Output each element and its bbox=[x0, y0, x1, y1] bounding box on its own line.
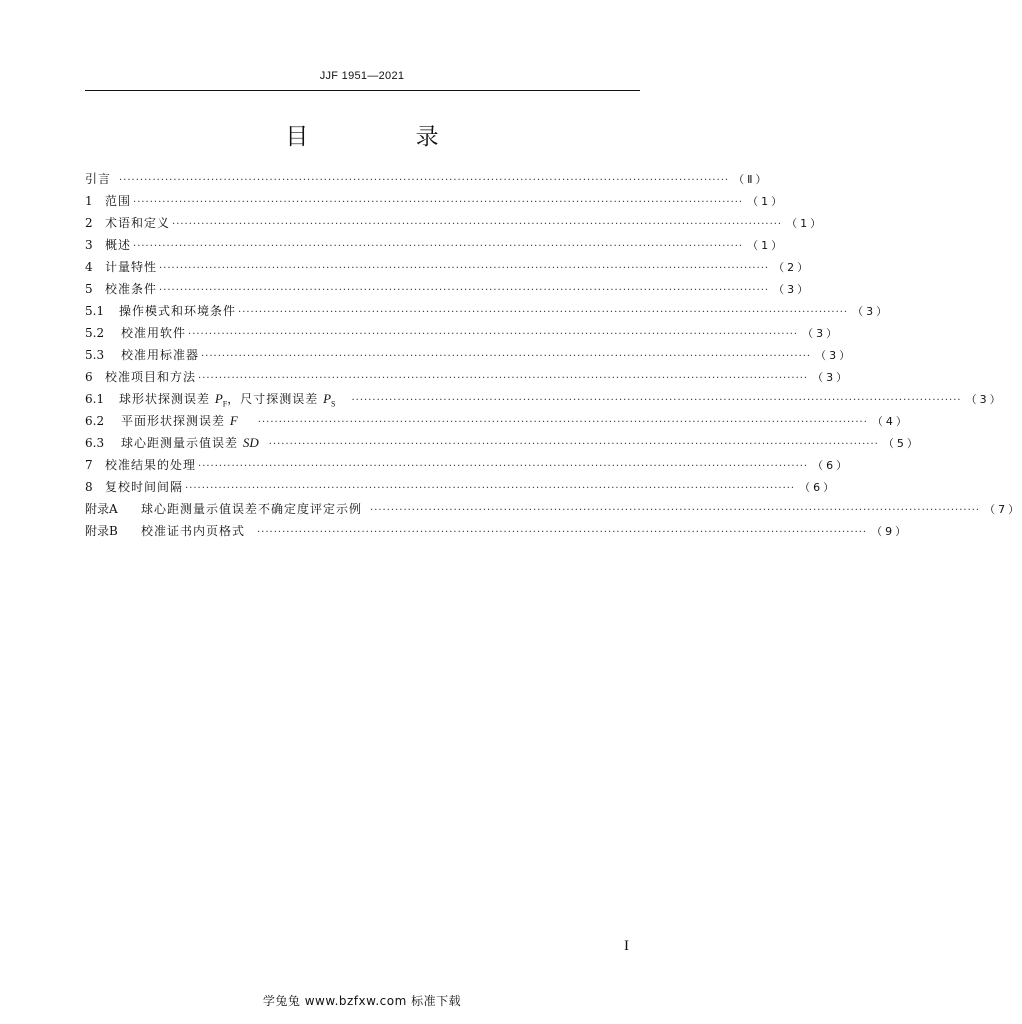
toc-entry-number: 6.1 bbox=[85, 392, 105, 406]
toc-leader-dots: ·················································································································································· bbox=[119, 175, 730, 186]
toc-entry-number: 2 bbox=[85, 216, 93, 230]
toc-leader-dots: ·················································································································································· bbox=[201, 351, 812, 362]
toc-leader-dots: ·················································································································································· bbox=[268, 439, 879, 450]
toc-entry-label: 引言 bbox=[85, 172, 112, 186]
toc-entry-page: （3） bbox=[812, 371, 851, 384]
header-divider bbox=[85, 90, 640, 91]
toc-entry-page: （1） bbox=[747, 239, 786, 252]
toc-entry-number: 附录A bbox=[85, 502, 118, 516]
toc-leader-dots: ·················································································································································· bbox=[185, 483, 796, 494]
toc-leader-dots: ·················································································································································· bbox=[257, 417, 868, 428]
footer-watermark-text: 学兔兔 www.bzfxw.com 标准下载 bbox=[262, 994, 462, 1008]
toc-entry-5[interactable] bbox=[85, 278, 812, 300]
toc-entry-label: 校准用软件 bbox=[121, 326, 187, 340]
symbol-p-f: $P_F$ bbox=[214, 391, 228, 409]
toc-entry-appendix-b[interactable] bbox=[85, 520, 910, 542]
toc-entry-label: 概述 bbox=[105, 238, 132, 252]
toc-entry-page: （9） bbox=[871, 525, 910, 538]
toc-entry-number: 5.3 bbox=[85, 348, 105, 362]
toc-leader-dots: ·················································································································································· bbox=[172, 219, 783, 230]
toc-entry-page: （3） bbox=[773, 283, 812, 296]
toc-entry-label: 术语和定义 bbox=[105, 216, 171, 230]
page-title: 目 录 bbox=[285, 124, 489, 150]
toc-entry-label: 校准项目和方法 bbox=[105, 370, 197, 384]
toc-entry-1[interactable] bbox=[85, 190, 786, 212]
toc-entry-page: （3） bbox=[815, 349, 854, 362]
toc-entry-page: （5） bbox=[882, 437, 921, 450]
toc-entry-page: （3） bbox=[965, 393, 1004, 406]
toc-entry-label bbox=[121, 410, 238, 432]
table-of-contents bbox=[85, 168, 1022, 542]
toc-entry-number: 4 bbox=[85, 260, 93, 274]
toc-entry-3[interactable] bbox=[85, 234, 786, 256]
toc-entry-label: 校准条件 bbox=[105, 282, 158, 296]
toc-entry-number: 3 bbox=[85, 238, 93, 252]
toc-leader-dots: ·················································································································································· bbox=[238, 307, 849, 318]
toc-entry-number: 6 bbox=[85, 370, 93, 384]
toc-entry-page: （3） bbox=[802, 327, 841, 340]
toc-entry-page: （7） bbox=[984, 503, 1022, 516]
toc-entry-number: 5.2 bbox=[85, 326, 105, 340]
toc-leader-dots: ·················································································································································· bbox=[198, 373, 809, 384]
toc-entry-number: 1 bbox=[85, 194, 93, 208]
toc-label-text: ，尺寸探测误差 bbox=[227, 392, 319, 406]
toc-entry-8[interactable] bbox=[85, 476, 838, 498]
toc-entry-number: 5.1 bbox=[85, 304, 105, 318]
toc-entry-5-2[interactable] bbox=[85, 322, 841, 344]
toc-entry-page: （6） bbox=[812, 459, 851, 472]
toc-entry-4[interactable] bbox=[85, 256, 812, 278]
toc-entry-number: 6.3 bbox=[85, 436, 105, 450]
toc-label-text: 球形状探测误差 bbox=[119, 392, 211, 406]
toc-leader-dots: ·················································································································································· bbox=[370, 505, 981, 516]
toc-entry-label: 范围 bbox=[105, 194, 132, 208]
toc-entry-page: （Ⅱ） bbox=[733, 173, 770, 186]
toc-leader-dots: ·················································································································································· bbox=[351, 395, 962, 406]
toc-entry-number: 附录B bbox=[85, 524, 118, 538]
toc-leader-dots: ·················································································································································· bbox=[257, 527, 868, 538]
toc-entry-label: 复校时间间隔 bbox=[105, 480, 184, 494]
symbol-sd: SD bbox=[242, 435, 259, 450]
toc-entry-5-1[interactable] bbox=[85, 300, 891, 322]
toc-entry-label: 计量特性 bbox=[105, 260, 158, 274]
standard-code: JJF 1951—2021 bbox=[319, 70, 405, 82]
toc-leader-dots: ·················································································································································· bbox=[188, 329, 799, 340]
toc-entry-6[interactable] bbox=[85, 366, 851, 388]
toc-entry-number: 7 bbox=[85, 458, 93, 472]
toc-entry-5-3[interactable] bbox=[85, 344, 854, 366]
toc-entry-page: （2） bbox=[773, 261, 812, 274]
toc-label-text: 平面形状探测误差 bbox=[121, 414, 226, 428]
toc-leader-dots: ·················································································································································· bbox=[133, 241, 744, 252]
toc-leader-dots: ·················································································································································· bbox=[159, 263, 770, 274]
page-number: I bbox=[624, 938, 629, 954]
toc-entry-label: 校准证书内页格式 bbox=[141, 524, 246, 538]
toc-entry-number: 6.2 bbox=[85, 414, 105, 428]
toc-entry-page: （6） bbox=[799, 481, 838, 494]
toc-leader-dots: ·················································································································································· bbox=[133, 197, 744, 208]
toc-entry-label: 校准结果的处理 bbox=[105, 458, 197, 472]
toc-leader-dots: ·················································································································································· bbox=[159, 285, 770, 296]
toc-entry-label: 球心距测量示值误差不确定度评定示例 bbox=[141, 502, 363, 516]
toc-entry-page: （4） bbox=[871, 415, 910, 428]
toc-entry-number: 5 bbox=[85, 282, 93, 296]
toc-entry-page: （3） bbox=[852, 305, 891, 318]
toc-entry-6-1[interactable] bbox=[85, 388, 1004, 410]
toc-entry-7[interactable] bbox=[85, 454, 851, 476]
toc-entry-page: （1） bbox=[786, 217, 825, 230]
toc-entry-6-2[interactable] bbox=[85, 410, 910, 432]
toc-entry-2[interactable] bbox=[85, 212, 825, 234]
toc-leader-dots: ·················································································································································· bbox=[198, 461, 809, 472]
toc-entry-page: （1） bbox=[747, 195, 786, 208]
toc-entry-6-3[interactable] bbox=[85, 432, 921, 454]
toc-entry-number: 8 bbox=[85, 480, 93, 494]
toc-label-text: 球心距测量示值误差 bbox=[121, 436, 239, 450]
toc-entry-label bbox=[121, 432, 259, 454]
symbol-p-s: $P_S$ bbox=[323, 391, 336, 409]
toc-entry-label: 校准用标准器 bbox=[121, 348, 200, 362]
toc-entry-appendix-a[interactable] bbox=[85, 498, 1022, 520]
toc-entry-foreword[interactable] bbox=[85, 168, 770, 190]
toc-entry-label: 操作模式和环境条件 bbox=[119, 304, 237, 318]
symbol-f: F bbox=[229, 413, 238, 428]
